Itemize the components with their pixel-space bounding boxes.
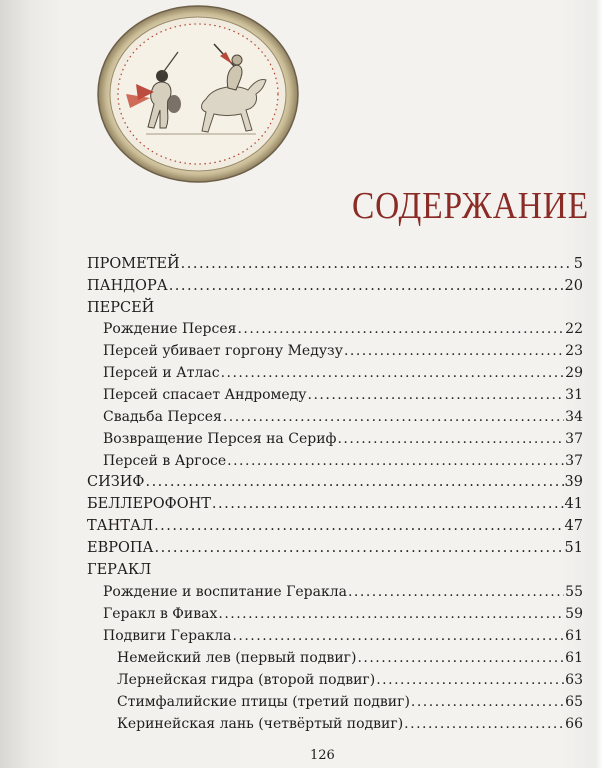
toc-entry-title: Свадьба Персея [103, 409, 222, 425]
toc-entry-page: 39 [564, 474, 583, 490]
toc-entry-title: ЕВРОПА [87, 540, 154, 556]
toc-entry-title: Возвращение Персея на Сериф [103, 431, 337, 447]
toc-entry-page: 37 [565, 453, 583, 469]
toc-entry-title: Немейский лев (первый подвиг) [117, 650, 357, 666]
toc-entry-page: 65 [565, 694, 583, 710]
toc-entry [87, 518, 583, 534]
toc-entry [87, 540, 583, 556]
toc-entry-page: 22 [565, 321, 583, 337]
toc-entry-page: 29 [565, 365, 583, 381]
toc-entry [117, 650, 583, 666]
toc-entry [117, 694, 583, 710]
toc-entry-title: Персей и Атлас [103, 365, 220, 381]
toc-entry [103, 321, 583, 337]
toc-entry [103, 606, 583, 622]
toc-entry-title: Стимфалийские птицы (третий подвиг) [117, 694, 410, 710]
toc-entry-title: БЕЛЛЕРОФОНТ [87, 496, 211, 512]
toc-entry-title: ПАНДОРА [87, 278, 168, 294]
toc-leader [218, 606, 564, 622]
toc-entry-title: ПРОМЕТЕЙ [87, 256, 180, 272]
toc-leader [169, 278, 564, 294]
toc-entry-page: 51 [564, 540, 583, 556]
toc-entry-title: Керинейская лань (четвёртый подвиг) [117, 716, 404, 732]
toc-entry-title: ПЕРСЕЙ [87, 300, 155, 316]
toc-leader [155, 540, 564, 556]
toc-entry-title: Рождение Персея [103, 321, 237, 337]
toc-entry-title: Персей убивает горгону Медузу [103, 343, 343, 359]
toc-entry [103, 584, 583, 600]
toc-leader [411, 694, 564, 710]
toc-entry-title: Персей спасает Андромеду [103, 387, 307, 403]
toc-entry-title: ГЕРАКЛ [87, 562, 152, 578]
toc-entry-title: Лернейская гидра (второй подвиг) [117, 672, 376, 688]
toc-entry-page: 59 [565, 606, 583, 622]
toc-leader [337, 431, 564, 447]
toc-entry-page: 23 [565, 343, 583, 359]
toc-leader [348, 584, 564, 600]
toc-entry-page: 37 [565, 431, 583, 447]
toc-entry [103, 431, 583, 447]
toc-entry [87, 278, 583, 294]
toc-entry [103, 365, 583, 381]
toc-entry-page: 31 [565, 387, 583, 403]
toc-entry [103, 409, 583, 425]
toc-entry-title: Рождение и воспитание Геракла [103, 584, 347, 600]
toc-leader [344, 343, 564, 359]
toc-leader [227, 453, 564, 469]
page-number: 126 [310, 748, 335, 763]
toc-leader [237, 321, 564, 337]
toc-entry [103, 628, 583, 644]
toc-entry-page: 34 [565, 409, 583, 425]
toc-entry-title: СИЗИФ [87, 474, 145, 490]
toc-entry [103, 453, 583, 469]
toc-entry-page: 20 [564, 278, 583, 294]
toc-entry-page: 63 [565, 672, 583, 688]
toc-entry-title: Геракл в Фивах [103, 606, 218, 622]
toc-leader [308, 387, 565, 403]
toc-entry-title: Персей в Аргосе [103, 453, 227, 469]
toc-entry [117, 672, 583, 688]
toc-leader [232, 628, 564, 644]
toc-entry [103, 343, 583, 359]
toc-leader [404, 716, 564, 732]
toc-entry [87, 474, 583, 490]
toc-entry-title: Подвиги Геракла [103, 628, 232, 644]
toc-leader [357, 650, 564, 666]
toc-leader [221, 365, 565, 381]
toc-entry-page: 47 [564, 518, 583, 534]
toc-entry [103, 387, 583, 403]
toc-leader [223, 409, 564, 425]
toc-entry [87, 562, 583, 578]
toc-entry-page: 5 [573, 256, 583, 272]
toc-entry [117, 716, 583, 732]
toc-entry-page: 61 [565, 628, 583, 644]
toc-entry-page: 61 [565, 650, 583, 666]
toc-entry [87, 496, 583, 512]
toc-leader [154, 518, 563, 534]
toc-entry-title: ТАНТАЛ [87, 518, 154, 534]
toc-entry-page: 66 [565, 716, 583, 732]
toc-leader [181, 256, 573, 272]
toc-leader [212, 496, 564, 512]
toc-entry [87, 300, 583, 316]
toc-entry-page: 41 [564, 496, 583, 512]
toc-entry-page: 55 [565, 584, 583, 600]
toc-leader [145, 474, 563, 490]
medallion-perseus-rider-icon [96, 4, 301, 186]
page-title: СОДЕРЖАНИЕ [352, 185, 590, 227]
toc-entry [87, 256, 583, 272]
toc-leader [376, 672, 564, 688]
